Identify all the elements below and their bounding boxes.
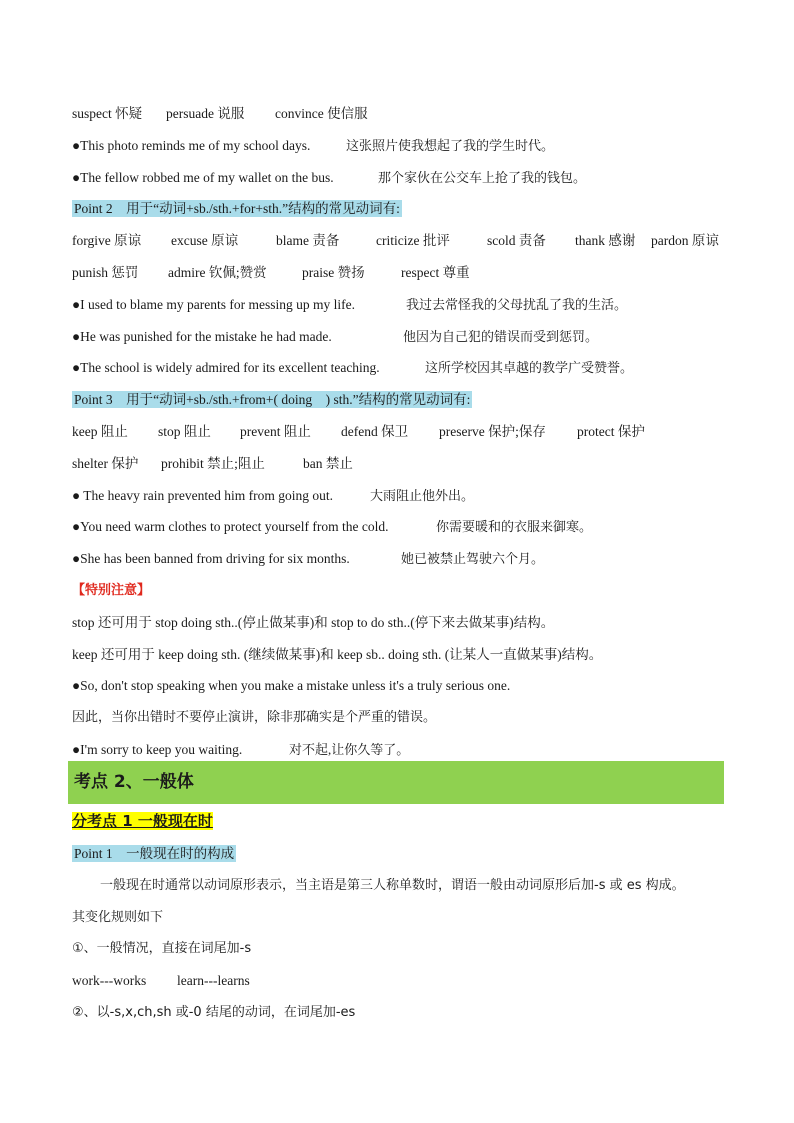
example-en: ●The school is widely admired for its excellent teaching.: [72, 360, 380, 376]
example-cn: 那个家伙在公交车上抢了我的钱包。: [378, 169, 587, 185]
example-line: [72, 289, 724, 321]
vocab-item: excuse 原谅: [171, 233, 239, 249]
section-body: [72, 838, 724, 1029]
vocab-item: ban 禁止: [303, 455, 353, 471]
example-line: [72, 130, 724, 162]
example-en: ●The fellow robbed me of my wallet on the bus.: [72, 169, 334, 185]
subheading-text: 分考点 1 一般现在时: [72, 812, 213, 830]
example-line: [72, 352, 724, 384]
example-cn: 我过去常怪我的父母扰乱了我的生活。: [406, 296, 628, 312]
vocab-item: shelter 保护: [72, 455, 139, 471]
example-en: ●This photo reminds me of my school days.: [72, 137, 311, 153]
page-body: [72, 98, 724, 766]
example-cn: 他因为自己犯的错误而受到惩罚。: [403, 328, 599, 344]
example-cn: 你需要暖和的衣服来御寒。: [436, 519, 593, 535]
example-line: [72, 511, 724, 543]
point2-title: Point 2 用于“动词+sb./sth.+for+sth.”结构的常见动词有:: [74, 201, 400, 217]
example-line: [72, 162, 724, 194]
example-cn: 这所学校因其卓越的教学广受赞誉。: [425, 360, 634, 376]
example-cn: 这张照片使我想起了我的学生时代。: [346, 137, 555, 153]
example-en: ●You need warm clothes to protect yourself from the cold.: [72, 519, 389, 535]
note-heading-line: [72, 575, 724, 607]
vocab-item: suspect 怀疑: [72, 106, 143, 121]
vocab-item: prohibit 禁止;阻止: [161, 455, 265, 471]
example-cn: 她已被禁止驾驶六个月。: [401, 551, 545, 567]
vocab-item: scold 责备: [487, 233, 546, 249]
vocab-item: pardon 原谅: [651, 233, 719, 249]
vocab-item: preserve 保护;保存: [439, 423, 546, 439]
rule-line: ①、一般情况，直接在词尾加-s: [72, 941, 252, 957]
note-line: stop 还可用于 stop doing sth..(停止做某事)和 stop to do sth..(停下来去做某事)结构。: [72, 614, 555, 630]
vocab-row: [72, 416, 724, 448]
vocab-item: thank 感谢: [575, 233, 636, 249]
point-title: [72, 193, 724, 225]
vocab-item: respect 尊重: [401, 264, 470, 280]
paragraph: 一般现在时通常以动词原形表示，当主语是第三人称单数时，谓语一般由动词原形后加-s 或 es 构成。: [100, 877, 685, 893]
example-en: ●I'm sorry to keep you waiting.: [72, 741, 243, 757]
example-line: [72, 543, 724, 575]
example-line: [72, 480, 724, 512]
section-banner: 考点 2、一般体: [68, 761, 724, 804]
vocab-item: punish 惩罚: [72, 264, 139, 280]
vocab-row: [72, 257, 724, 289]
example-cn: 大雨阻止他外出。: [370, 487, 475, 503]
vocab-item: protect 保护: [577, 423, 645, 439]
note-heading: 【特别注意】: [72, 582, 151, 598]
vocab-item: blame 责备: [276, 233, 340, 249]
rule-example-row: [72, 965, 724, 997]
rule-line: ②、以-s,x,ch,sh 或-0 结尾的动词，在词尾加-es: [72, 1004, 356, 1020]
point3-title: Point 3 用于“动词+sb./sth.+from+( doing ) sth.”结构的常见动词有:: [74, 392, 471, 408]
vocab-item: admire 钦佩;赞赏: [168, 264, 267, 280]
vocab-row: [72, 225, 724, 257]
vocab-row: [72, 448, 724, 480]
note-line: keep 还可用于 keep doing sth. (继续做某事)和 keep sb.. doing sth. (让某人一直做某事)结构。: [72, 646, 603, 662]
point1-title: Point 1 一般现在时的构成: [74, 846, 235, 861]
vocab-item: forgive 原谅: [72, 233, 142, 249]
vocab-item: persuade 说服: [166, 106, 245, 121]
vocab-item: keep 阻止: [72, 423, 128, 439]
rule-example: work---works: [72, 973, 147, 989]
rule-example: learn---learns: [177, 973, 250, 989]
paragraph-cont: 其变化规则如下: [72, 909, 164, 925]
vocab-item: defend 保卫: [341, 423, 409, 439]
vocab-row: [72, 98, 724, 130]
example-en: ●She has been banned from driving for six months.: [72, 551, 350, 567]
vocab-item: praise 赞扬: [302, 264, 365, 280]
example-en: ● The heavy rain prevented him from going out.: [72, 487, 333, 503]
example-cn: 对不起,让你久等了。: [289, 741, 410, 757]
subheading: [72, 808, 213, 834]
vocab-item: prevent 阻止: [240, 423, 311, 439]
example-en: ●He was punished for the mistake he had made.: [72, 328, 332, 344]
vocab-item: convince 使信服: [275, 106, 368, 121]
point-title: [72, 384, 724, 416]
example-cn: 因此，当你出错时不要停止演讲，除非那确实是个严重的错误。: [72, 710, 437, 726]
vocab-item: stop 阻止: [158, 423, 211, 439]
example-en: ●I used to blame my parents for messing up my life.: [72, 296, 355, 312]
point-title: [72, 838, 724, 870]
example-line: ●So, don't stop speaking when you make a mistake unless it's a truly serious one.: [72, 678, 511, 694]
vocab-item: criticize 批评: [376, 233, 450, 249]
example-line: [72, 321, 724, 353]
